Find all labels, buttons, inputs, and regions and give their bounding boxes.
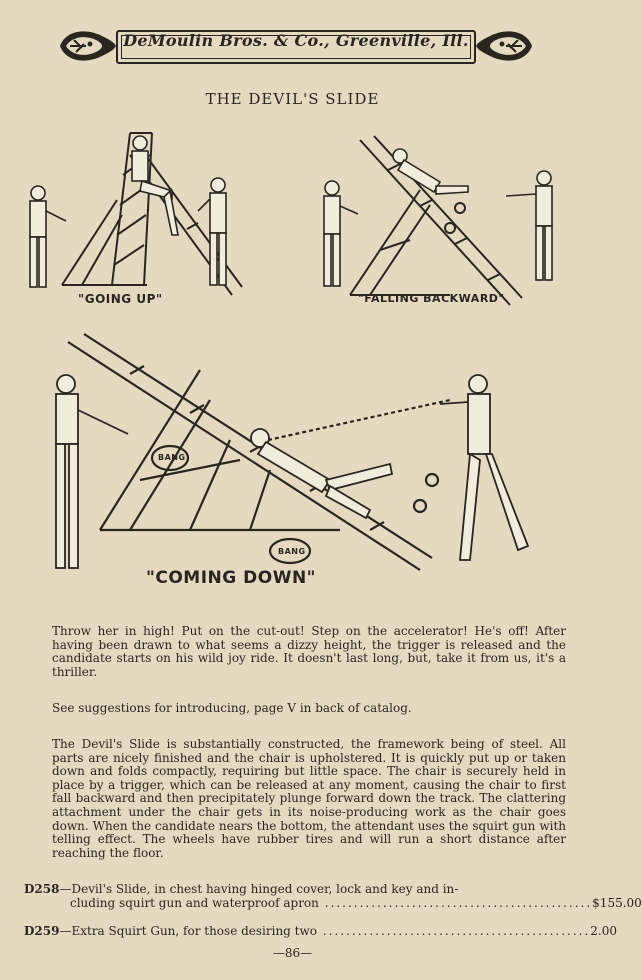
leader-dots: .............................................. <box>318 896 593 910</box>
product-description: —Extra Squirt Gun, for those desiring two <box>59 924 317 938</box>
product-code: D259 <box>24 924 60 938</box>
product-description-cont: cluding squirt gun and waterproof apron <box>70 896 319 910</box>
product-code: D258 <box>24 882 60 896</box>
bang-label-1: BANG <box>158 453 186 462</box>
falling-backward-illustration <box>310 130 565 310</box>
product-price: 2.00 <box>590 924 617 938</box>
description-paragraph: The Devil's Slide is substantially constructed, the framework being of steel. All parts are nicely finished and the chair is upholstered. It is quickly put up or taken down and folds compactly, requiring but little space. The chair is securely held in place by a trigger, which can be released at any moment, causing the chair to first fall backward and then precipitately plunge forward down the track. The clattering attachment under the chair gets in its noise-producing work as the chair goes down. When the candidate nears the bottom, the attendant uses the squirt gun with telling effect. The wheels have rubber tires and will run a short distance after reaching the floor. <box>52 737 566 860</box>
product-description: —Devil's Slide, in chest having hinged cover, lock and key and in- <box>59 882 459 896</box>
page-number: —86— <box>272 946 313 960</box>
going-up-illustration <box>22 125 247 305</box>
caption-going-up: "GOING UP" <box>78 292 163 306</box>
product-price: $155.00 <box>592 896 642 910</box>
bang-label-2: BANG <box>278 547 306 556</box>
company-name: DeMoulin Bros. & Co., Greenville, Ill. <box>123 31 469 50</box>
caption-falling-backward: "FALLING BACKWARD" <box>358 292 505 305</box>
caption-coming-down: "COMING DOWN" <box>146 568 317 588</box>
page-title: THE DEVIL'S SLIDE <box>205 90 380 108</box>
product-item-d259 <box>24 924 617 938</box>
suggestion-paragraph: See suggestions for introducing, page V in back of catalog. <box>52 701 412 715</box>
lion-ornament-icon <box>474 24 536 68</box>
product-item-d258 <box>24 882 642 910</box>
leader-dots: .............................................. <box>317 924 591 938</box>
header-banner <box>56 24 536 68</box>
intro-paragraph: Throw her in high! Put on the cut-out! Step on the accelerator! He's off! After having been drawn to what seems a dizzy height, the trigger is released and the candidate starts on his wild joy ride. It doesn't last long, but, take it from us, it's a thriller. <box>52 624 566 679</box>
